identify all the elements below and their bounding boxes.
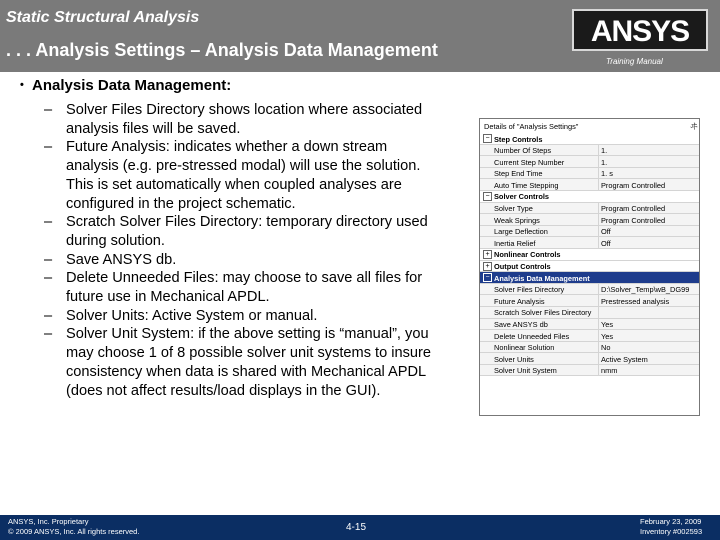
- list-item: – Delete Unneeded Files: may choose to save all files for future use in Mechanical APDL.: [44, 270, 423, 306]
- proprietary-label: ANSYS, Inc. Proprietary: [8, 517, 89, 526]
- ansys-logo-text: ANSYS: [590, 15, 690, 48]
- details-property-value[interactable]: 1.: [601, 146, 608, 156]
- details-property-value[interactable]: Off: [601, 227, 611, 237]
- column-divider: [598, 168, 599, 179]
- details-property-label: Delete Unneeded Files: [494, 331, 570, 341]
- details-group-row[interactable]: [480, 133, 699, 145]
- details-property-value[interactable]: Program Controlled: [601, 180, 666, 190]
- list-item-text: Solver Files Directory shows location where associated analysis files will be saved.: [66, 102, 423, 137]
- column-divider: [598, 319, 599, 330]
- details-property-label: Scratch Solver Files Directory: [494, 308, 592, 318]
- details-property-row[interactable]: [480, 319, 699, 331]
- details-property-value[interactable]: 1. s: [601, 169, 613, 179]
- details-group-label: Output Controls: [494, 262, 551, 272]
- details-property-label: Weak Springs: [494, 215, 540, 225]
- details-group-row[interactable]: [480, 272, 699, 284]
- column-divider: [598, 145, 599, 156]
- details-property-row[interactable]: [480, 365, 699, 377]
- slide-header: [0, 0, 720, 72]
- details-property-row[interactable]: [480, 342, 699, 354]
- details-property-value[interactable]: nmm: [601, 366, 618, 376]
- list-item-text: Solver Unit System: if the above setting is “manual”, you may choose 1 of 8 possible solver unit systems to insure consistency when data is shared with Mechanical APDL (does not affect results/load displays in the GUI).: [66, 326, 432, 399]
- main-bullet-text: Analysis Data Management:: [32, 77, 232, 94]
- details-property-label: Solver Units: [494, 354, 534, 364]
- list-item-text: Scratch Solver Files Directory: temporary directory used during solution.: [66, 214, 428, 249]
- details-property-value[interactable]: Yes: [601, 331, 614, 341]
- details-group-row[interactable]: [480, 261, 699, 273]
- list-item: – Future Analysis: indicates whether a down stream analysis (e.g. pre-stressed modal) will use the solution. This is set automatically when coupled analyses are configured in the project schematic.: [44, 139, 421, 212]
- list-item-text: Delete Unneeded Files: may choose to save all files for future use in Mechanical APDL.: [66, 270, 423, 306]
- details-panel-title-text: Details of "Analysis Settings": [484, 122, 579, 131]
- bullet-dot: •: [20, 79, 24, 91]
- list-item-text: Future Analysis: indicates whether a down stream analysis (e.g. pre-stressed modal) will use the solution. This is set automatically when coupled analyses are configured in the project schematic.: [66, 139, 421, 212]
- slide-footer: [0, 515, 720, 540]
- details-property-label: Auto Time Stepping: [494, 180, 559, 190]
- column-divider: [598, 156, 599, 167]
- details-property-value[interactable]: Off: [601, 238, 611, 248]
- details-group-row[interactable]: [480, 249, 699, 261]
- bullet-list: [44, 101, 434, 400]
- column-divider: [598, 179, 599, 190]
- details-group-label: Nonlinear Controls: [494, 250, 561, 260]
- ansys-logo-graphic: [574, 11, 706, 49]
- details-property-value[interactable]: Program Controlled: [601, 204, 666, 214]
- details-property-label: Step End Time: [494, 169, 543, 179]
- expand-icon[interactable]: +: [483, 262, 492, 271]
- details-group-row[interactable]: [480, 191, 699, 203]
- list-item-text: Save ANSYS db.: [66, 251, 177, 268]
- details-property-label: Nonlinear Solution: [494, 343, 555, 353]
- training-manual-label: Training Manual: [606, 57, 663, 66]
- details-property-label: Save ANSYS db: [494, 320, 548, 329]
- column-divider: [598, 353, 599, 364]
- list-item: – Save ANSYS db.: [44, 251, 177, 268]
- slide-title: . . . Analysis Settings – Analysis Data Management: [6, 40, 438, 60]
- details-group-label: Solver Controls: [494, 192, 550, 202]
- details-property-row[interactable]: [480, 179, 699, 191]
- details-property-row[interactable]: [480, 156, 699, 168]
- column-divider: [598, 214, 599, 225]
- date-label: February 23, 2009: [640, 517, 702, 526]
- details-property-value[interactable]: Prestressed analysis: [601, 296, 670, 306]
- details-group-label: Step Controls: [494, 134, 543, 144]
- details-property-label: Large Deflection: [494, 227, 548, 237]
- main-bullet: [20, 77, 231, 94]
- details-property-value[interactable]: No: [601, 343, 611, 353]
- course-title: Static Structural Analysis: [6, 9, 200, 26]
- column-divider: [598, 203, 599, 214]
- details-property-row[interactable]: [480, 307, 699, 319]
- inventory-label: Inventory #002593: [640, 527, 703, 536]
- column-divider: [598, 365, 599, 376]
- details-property-value[interactable]: Active System: [601, 354, 648, 364]
- column-divider: [598, 342, 599, 353]
- details-property-row[interactable]: [480, 330, 699, 342]
- details-property-row[interactable]: [480, 353, 699, 365]
- details-property-value[interactable]: 1.: [601, 157, 608, 167]
- pin-icon[interactable]: ヰ: [690, 122, 698, 131]
- column-divider: [598, 237, 599, 248]
- details-property-row[interactable]: [480, 237, 699, 249]
- details-property-label: Number Of Steps: [494, 146, 552, 156]
- column-divider: [598, 295, 599, 306]
- details-property-label: Inertia Relief: [494, 238, 536, 248]
- details-group-label: Analysis Data Management: [494, 273, 590, 283]
- column-divider: [598, 307, 599, 318]
- ansys-logo: [572, 9, 708, 51]
- copyright-label: © 2009 ANSYS, Inc. All rights reserved.: [8, 527, 140, 536]
- details-property-label: Solver Files Directory: [494, 285, 565, 295]
- details-rows: [480, 133, 699, 376]
- details-property-label: Solver Unit System: [494, 366, 557, 376]
- list-item: – Solver Units: Active System or manual.: [44, 307, 318, 324]
- details-property-row[interactable]: [480, 226, 699, 238]
- details-panel: [479, 118, 700, 416]
- column-divider: [598, 226, 599, 237]
- list-item-text: Solver Units: Active System or manual.: [66, 307, 318, 324]
- details-property-label: Solver Type: [494, 204, 533, 214]
- collapse-icon[interactable]: −: [483, 134, 492, 143]
- page-number: 4-15: [346, 522, 367, 533]
- column-divider: [598, 284, 599, 295]
- expand-icon[interactable]: +: [483, 250, 492, 259]
- list-item: – Scratch Solver Files Directory: temporary directory used during solution.: [44, 214, 428, 249]
- details-property-label: Future Analysis: [494, 296, 545, 306]
- details-panel-title: [480, 119, 699, 133]
- details-property-label: Current Step Number: [494, 157, 565, 167]
- details-property-row[interactable]: [480, 295, 699, 307]
- details-property-row[interactable]: [480, 145, 699, 157]
- details-property-row[interactable]: [480, 284, 699, 296]
- column-divider: [598, 330, 599, 341]
- details-property-value[interactable]: Yes: [601, 320, 614, 329]
- collapse-icon[interactable]: −: [483, 192, 492, 201]
- details-property-row[interactable]: [480, 203, 699, 215]
- details-property-value[interactable]: Program Controlled: [601, 215, 666, 225]
- details-property-row[interactable]: [480, 214, 699, 226]
- details-property-value[interactable]: D:\Solver_Temp\wB_DG99: [601, 285, 690, 295]
- collapse-icon[interactable]: −: [483, 273, 492, 282]
- list-item: – Solver Files Directory shows location where associated analysis files will be saved.: [44, 102, 423, 137]
- list-item: – Solver Unit System: if the above setting is “manual”, you may choose 1 of 8 possible solver unit systems to insure consistency when data is shared with Mechanical APDL (does not affect results/load displays in the GUI).: [44, 326, 432, 399]
- details-property-row[interactable]: [480, 168, 699, 180]
